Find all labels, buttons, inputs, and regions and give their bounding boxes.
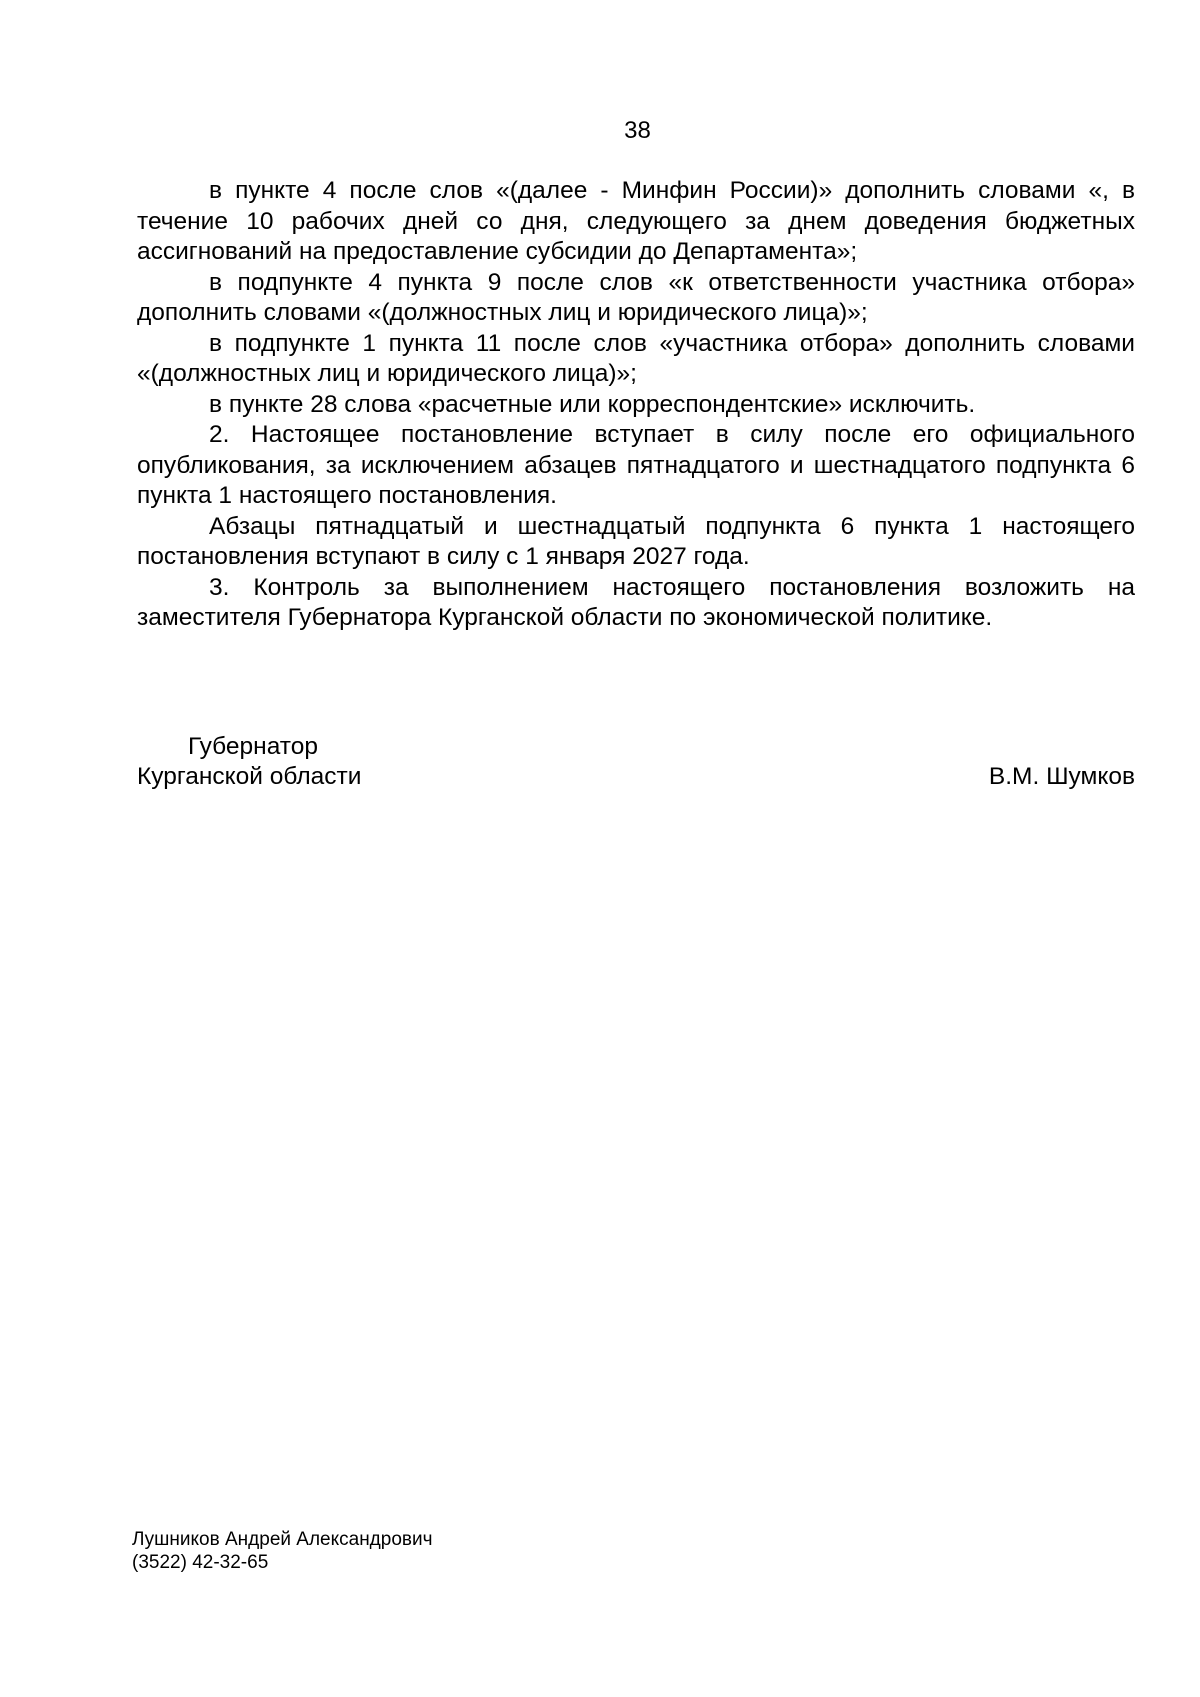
paragraph-2: в подпункте 4 пункта 9 после слов «к ответственности участника отбора» дополнить словами «(должностных лиц и юридического лица)»; [137,268,1135,326]
paragraph-6: Абзацы пятнадцатый и шестнадцатый подпункта 6 пункта 1 настоящего постановления вступают в силу с 1 января 2027 года. [137,512,1135,570]
signature-block [137,732,1135,792]
paragraph-4: в пункте 28 слова «расчетные или корреспондентские» исключить. [209,390,976,418]
paragraph-1: в пункте 4 после слов «(далее - Минфин России)» дополнить словами «, в течение 10 рабочих дней со дня, следующего за днем доведения бюджетных ассигнований на предоставление субсидии до Департамента»; [137,177,1135,265]
document-body [137,176,1135,634]
signatory-name: В.М. Шумков [988,763,1135,790]
paragraph-3: в подпункте 1 пункта 11 после слов «участника отбора» дополнить словами «(должностных лиц и юридического лица)»; [137,329,1135,387]
executor-footer [132,1528,433,1574]
executor-phone: (3522) 42-32-65 [132,1552,269,1573]
signatory-title: Губернатор [188,733,318,760]
executor-name: Лушников Андрей Александрович [132,1529,433,1550]
paragraph-7: 3. Контроль за выполнением настоящего постановления возложить на заместителя Губернатора Курганской области по экономической политике. [137,573,1135,631]
signatory-region: Курганской области [137,763,362,790]
page-number: 38 [624,117,651,144]
paragraph-5: 2. Настоящее постановление вступает в силу после его официального опубликования, за исключением абзацев пятнадцатого и шестнадцатого подпункта 6 пункта 1 настоящего постановления. [137,421,1135,509]
